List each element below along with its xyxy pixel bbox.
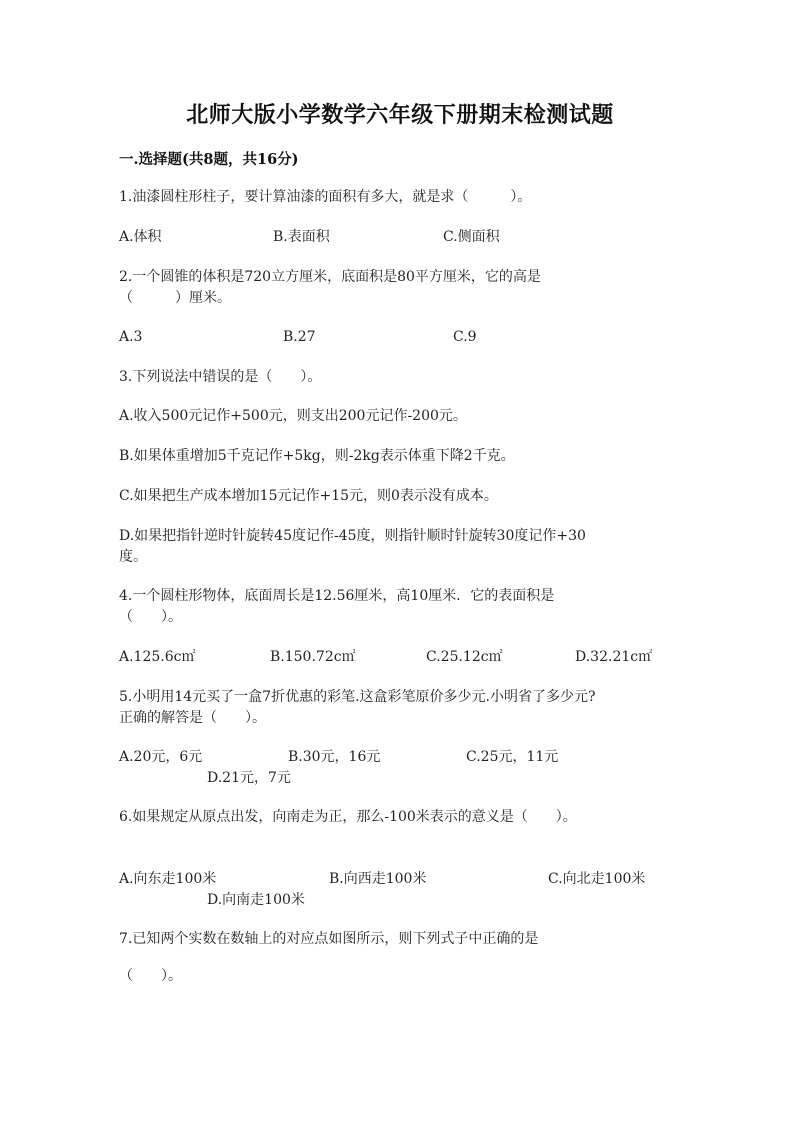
- question-4-option-a: A.125.6c㎡: [119, 649, 196, 665]
- question-1-option-a: A.体积: [119, 229, 162, 245]
- question-7-stem-line-2: （ ）。: [119, 968, 182, 984]
- question-1-option-b: B.表面积: [273, 229, 330, 245]
- question-4-option-d: D.32.21c㎡: [575, 649, 653, 665]
- question-5-stem-line-2: 正确的解答是（ ）。: [119, 710, 266, 726]
- question-5-option-b: B.30元，16元: [288, 749, 381, 765]
- question-4-stem-line-2: （ ）。: [119, 609, 182, 625]
- question-6-option-c: C.向北走100米: [548, 871, 646, 887]
- question-7-stem-line-1: 7.已知两个实数在数轴上的对应点如图所示，则下列式子中正确的是: [119, 931, 539, 947]
- section-heading: 一.选择题(共8题，共16分): [119, 151, 299, 168]
- question-2-option-b: B.27: [283, 329, 316, 345]
- question-5-option-d: D.21元，7元: [207, 770, 291, 786]
- question-1-option-c: C.侧面积: [443, 229, 500, 245]
- question-3-stem: 3.下列说法中错误的是（ ）。: [119, 369, 322, 385]
- question-5-option-c: C.25元，11元: [466, 749, 559, 765]
- question-6-option-a: A.向东走100米: [119, 871, 217, 887]
- question-2-option-a: A.3: [119, 329, 143, 345]
- question-4-option-b: B.150.72c㎡: [270, 649, 356, 665]
- question-3-option-d-line-1: D.如果把指针逆时针旋转45度记作-45度，则指针顺时针旋转30度记作+30: [119, 528, 586, 544]
- question-2-stem-line-1: 2.一个圆锥的体积是720立方厘米，底面积是80平方厘米，它的高是: [119, 269, 541, 285]
- question-6-option-d: D.向南走100米: [207, 892, 305, 908]
- page-title: 北师大版小学数学六年级下册期末检测试题: [186, 102, 614, 128]
- question-1-stem: 1.油漆圆柱形柱子，要计算油漆的面积有多大，就是求（ ）。: [119, 189, 532, 205]
- question-4-option-c: C.25.12c㎡: [426, 649, 503, 665]
- question-3-option-b: B.如果体重增加5千克记作+5kg，则-2kg表示体重下降2千克。: [119, 448, 515, 464]
- question-3-option-a: A.收入500元记作+500元，则支出200元记作-200元。: [119, 408, 467, 424]
- question-2-option-c: C.9: [453, 329, 477, 345]
- question-2-stem-line-2: （ ）厘米。: [119, 290, 231, 306]
- question-4-stem-line-1: 4.一个圆柱形物体，底面周长是12.56厘米，高10厘米．它的表面积是: [119, 588, 555, 604]
- question-6-option-b: B.向西走100米: [329, 871, 427, 887]
- question-3-option-c: C.如果把生产成本增加15元记作+15元，则0表示没有成本。: [119, 488, 498, 504]
- question-5-option-a: A.20元，6元: [119, 749, 203, 765]
- question-6-stem: 6.如果规定从原点出发，向南走为正，那么-100米表示的意义是（ ）。: [119, 809, 577, 825]
- question-3-option-d-line-2: 度。: [119, 549, 147, 565]
- question-5-stem-line-1: 5.小明用14元买了一盒7折优惠的彩笔.这盒彩笔原价多少元.小明省了多少元?: [119, 689, 596, 705]
